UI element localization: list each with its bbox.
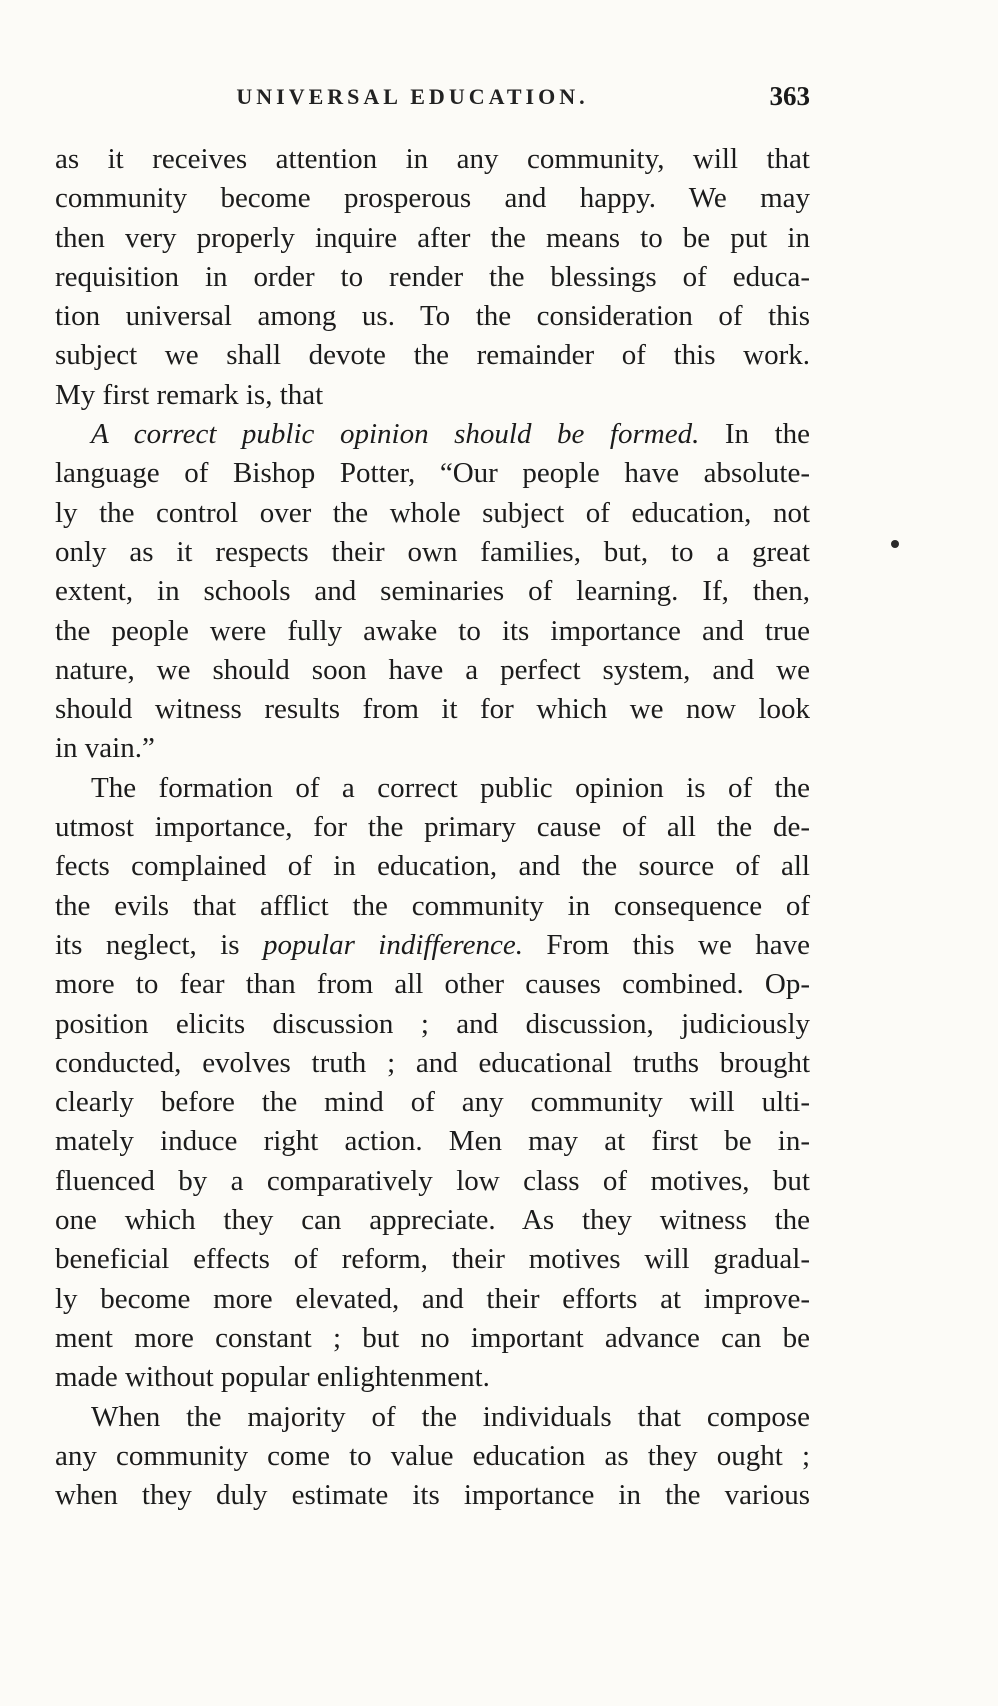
text-line bbox=[55, 847, 810, 886]
text-line bbox=[55, 219, 810, 258]
text-segment: When the majority of the individuals that compose bbox=[91, 1400, 810, 1433]
margin-dot bbox=[891, 540, 899, 548]
text-line bbox=[55, 179, 810, 218]
text-line bbox=[55, 690, 810, 729]
text-segment: nature, we should soon have a perfect system, and we bbox=[55, 653, 810, 686]
text-segment: mately induce right action. Men may at first be in- bbox=[55, 1125, 810, 1158]
text-line bbox=[55, 297, 810, 336]
text-segment: should witness results from it for which we now look bbox=[55, 693, 810, 726]
text-segment: any community come to value education as they ought ; bbox=[55, 1439, 810, 1472]
text-segment: its neglect, is bbox=[55, 928, 264, 961]
text-line bbox=[55, 1005, 810, 1044]
text-segment: when they duly estimate its importance in the various bbox=[55, 1479, 810, 1512]
page-body bbox=[55, 140, 810, 1515]
text-segment: more to fear than from all other causes combined. Op- bbox=[55, 968, 810, 1001]
text-line bbox=[55, 1398, 810, 1437]
text-segment: ly become more elevated, and their efforts at improve- bbox=[55, 1282, 810, 1315]
text-line bbox=[55, 1437, 810, 1476]
text-line bbox=[55, 926, 810, 965]
text-segment: then very properly inquire after the means to be put in bbox=[55, 221, 810, 254]
text-segment: utmost importance, for the primary cause of all the de- bbox=[55, 811, 810, 844]
text-segment: conducted, evolves truth ; and educational truths brought bbox=[55, 1046, 810, 1079]
text-segment: only as it respects their own families, but, to a great bbox=[55, 535, 810, 568]
text-segment: position elicits discussion ; and discussion, judiciously bbox=[55, 1007, 810, 1040]
text-line bbox=[55, 1240, 810, 1279]
text-segment: requisition in order to render the blessings of educa- bbox=[55, 260, 810, 293]
text-segment: fects complained of in education, and the source of all bbox=[55, 850, 810, 883]
text-segment: From this we have bbox=[522, 928, 810, 961]
text-segment: subject we shall devote the remainder of this work. bbox=[55, 339, 810, 372]
text-line bbox=[55, 651, 810, 690]
text-segment: made without popular enlightenment. bbox=[55, 1361, 490, 1394]
text-line bbox=[55, 1476, 810, 1515]
text-line bbox=[55, 1122, 810, 1161]
text-segment: the people were fully awake to its importance and true bbox=[55, 614, 810, 647]
text-segment: ly the control over the whole subject of education, not bbox=[55, 496, 810, 529]
text-line bbox=[55, 336, 810, 375]
text-line bbox=[55, 1201, 810, 1240]
text-segment: beneficial effects of reform, their motives will gradual- bbox=[55, 1243, 810, 1276]
text-line bbox=[55, 729, 810, 768]
text-line bbox=[55, 1083, 810, 1122]
text-line bbox=[55, 1358, 810, 1397]
text-segment: one which they can appreciate. As they witness the bbox=[55, 1204, 810, 1237]
text-segment: tion universal among us. To the consideration of this bbox=[55, 300, 810, 333]
running-title: UNIVERSAL EDUCATION. bbox=[236, 84, 589, 109]
text-line bbox=[55, 887, 810, 926]
text-segment: The formation of a correct public opinion is of the bbox=[91, 771, 810, 804]
text-line bbox=[55, 1280, 810, 1319]
text-line bbox=[55, 376, 810, 415]
text-line bbox=[55, 572, 810, 611]
text-line bbox=[55, 258, 810, 297]
text-segment: language of Bishop Potter, “Our people have absolute- bbox=[55, 457, 810, 490]
text-line bbox=[55, 612, 810, 651]
text-line bbox=[55, 415, 810, 454]
text-segment: the evils that afflict the community in consequence of bbox=[55, 889, 810, 922]
text-segment: community become prosperous and happy. We may bbox=[55, 182, 810, 215]
text-segment: In the bbox=[699, 418, 810, 451]
text-line bbox=[55, 965, 810, 1004]
text-line bbox=[55, 808, 810, 847]
text-segment: My first remark is, that bbox=[55, 378, 324, 411]
page-number: 363 bbox=[769, 81, 810, 111]
text-line bbox=[55, 533, 810, 572]
text-line bbox=[55, 1319, 810, 1358]
text-line bbox=[55, 494, 810, 533]
italic-text-segment: A correct public opinion should be formed. bbox=[91, 418, 700, 451]
text-segment: fluenced by a comparatively low class of motives, but bbox=[55, 1164, 810, 1197]
text-line bbox=[55, 1044, 810, 1083]
italic-text-segment: popular indifference. bbox=[263, 928, 523, 961]
text-segment: extent, in schools and seminaries of learning. If, then, bbox=[55, 575, 810, 608]
text-line bbox=[55, 769, 810, 808]
text-segment: in vain.” bbox=[55, 732, 155, 765]
text-line bbox=[55, 454, 810, 493]
text-line bbox=[55, 140, 810, 179]
page-header bbox=[55, 81, 810, 118]
text-segment: clearly before the mind of any community will ulti- bbox=[55, 1086, 810, 1119]
text-segment: ment more constant ; but no important advance can be bbox=[55, 1321, 810, 1354]
text-segment: as it receives attention in any community, will that bbox=[55, 143, 810, 175]
text-line bbox=[55, 1162, 810, 1201]
